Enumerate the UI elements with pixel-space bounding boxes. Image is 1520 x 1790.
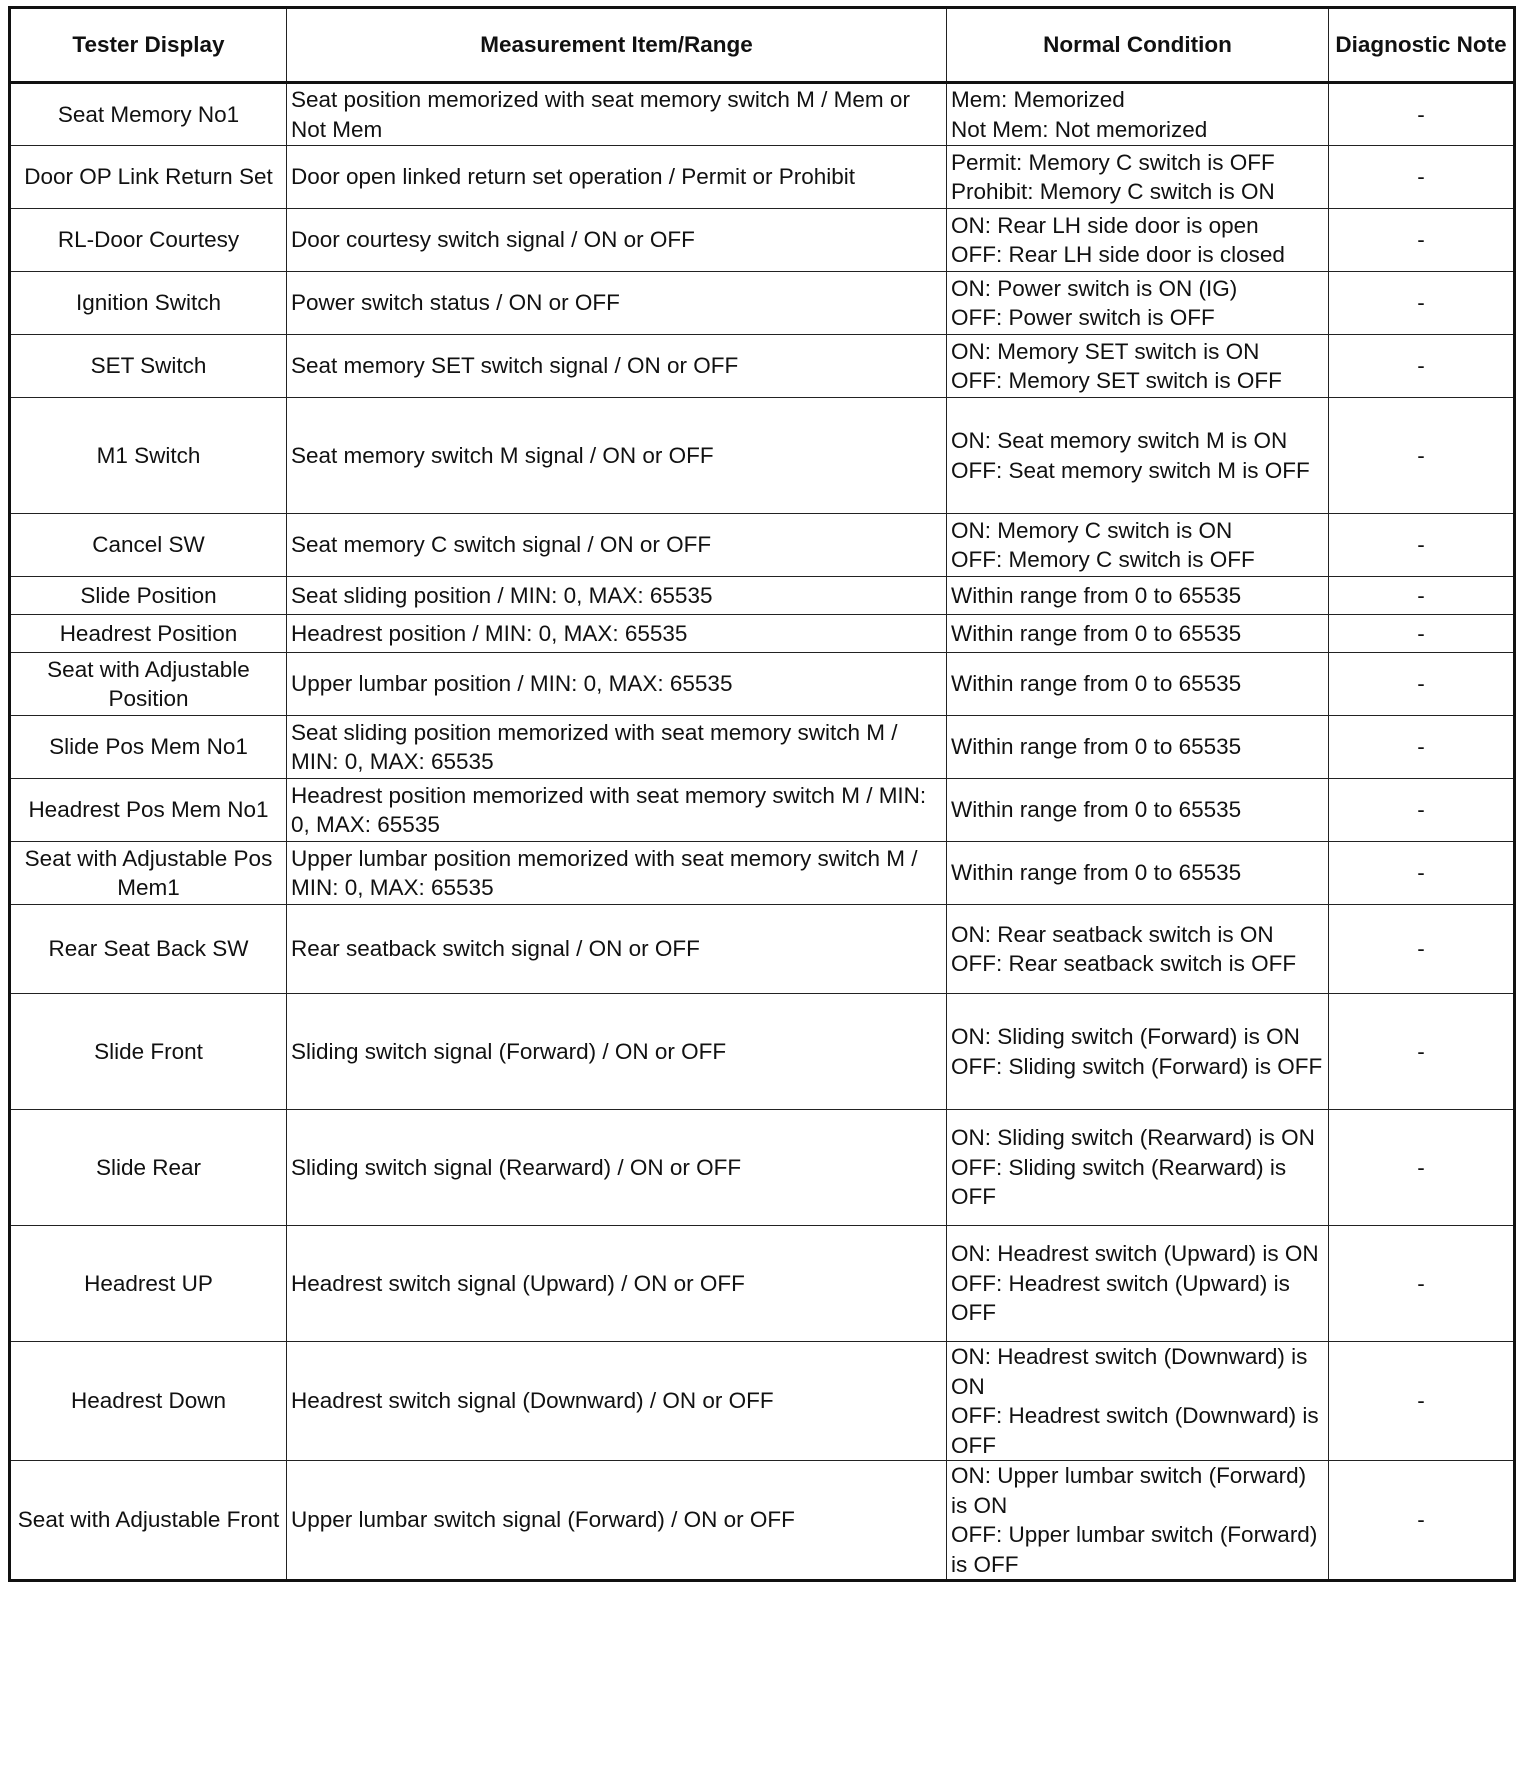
normal-condition-cell: Within range from 0 to 65535 (947, 779, 1329, 842)
data-list-sheet (8, 6, 1516, 1582)
tester-display-cell: Rear Seat Back SW (10, 905, 287, 994)
tester-display-cell: Slide Position (10, 577, 287, 615)
measurement-cell: Seat sliding position memorized with seat memory switch M / MIN: 0, MAX: 65535 (287, 716, 947, 779)
diagnostic-note-cell: - (1329, 653, 1515, 716)
table-row (10, 905, 1515, 994)
table-row (10, 615, 1515, 653)
table-row (10, 1461, 1515, 1581)
normal-condition-cell: Within range from 0 to 65535 (947, 716, 1329, 779)
diagnostic-note-cell: - (1329, 514, 1515, 577)
normal-condition-cell: ON: Memory C switch is ON OFF: Memory C switch is OFF (947, 514, 1329, 577)
tester-display-cell: RL-Door Courtesy (10, 209, 287, 272)
measurement-cell: Headrest position / MIN: 0, MAX: 65535 (287, 615, 947, 653)
tester-display-cell: Seat Memory No1 (10, 83, 287, 146)
header-diagnostic-note: Diagnostic Note (1329, 8, 1515, 83)
diagnostic-note-cell: - (1329, 779, 1515, 842)
measurement-cell: Upper lumbar switch signal (Forward) / ON or OFF (287, 1461, 947, 1581)
diagnostic-note-cell: - (1329, 335, 1515, 398)
header-tester-display: Tester Display (10, 8, 287, 83)
diagnostic-note-cell: - (1329, 1461, 1515, 1581)
table-body (10, 83, 1515, 1581)
measurement-cell: Upper lumbar position memorized with seat memory switch M / MIN: 0, MAX: 65535 (287, 842, 947, 905)
measurement-cell: Door courtesy switch signal / ON or OFF (287, 209, 947, 272)
tester-display-cell: Cancel SW (10, 514, 287, 577)
measurement-cell: Headrest position memorized with seat memory switch M / MIN: 0, MAX: 65535 (287, 779, 947, 842)
normal-condition-cell: Mem: Memorized Not Mem: Not memorized (947, 83, 1329, 146)
normal-condition-cell: ON: Upper lumbar switch (Forward) is ON OFF: Upper lumbar switch (Forward) is OFF (947, 1461, 1329, 1581)
measurement-cell: Seat memory switch M signal / ON or OFF (287, 398, 947, 514)
tester-display-cell: Door OP Link Return Set (10, 146, 287, 209)
diagnostic-note-cell: - (1329, 146, 1515, 209)
table-row (10, 335, 1515, 398)
header-measurement: Measurement Item/Range (287, 8, 947, 83)
measurement-cell: Headrest switch signal (Downward) / ON or OFF (287, 1342, 947, 1461)
table-row (10, 1226, 1515, 1342)
measurement-cell: Seat position memorized with seat memory switch M / Mem or Not Mem (287, 83, 947, 146)
table-row (10, 514, 1515, 577)
normal-condition-cell: Permit: Memory C switch is OFF Prohibit: Memory C switch is ON (947, 146, 1329, 209)
tester-display-cell: Seat with Adjustable Position (10, 653, 287, 716)
normal-condition-cell: ON: Sliding switch (Forward) is ON OFF: Sliding switch (Forward) is OFF (947, 994, 1329, 1110)
diagnostic-note-cell: - (1329, 716, 1515, 779)
tester-display-cell: Slide Pos Mem No1 (10, 716, 287, 779)
normal-condition-cell: Within range from 0 to 65535 (947, 577, 1329, 615)
table-row (10, 398, 1515, 514)
table-row (10, 272, 1515, 335)
tester-display-cell: Headrest Down (10, 1342, 287, 1461)
measurement-cell: Power switch status / ON or OFF (287, 272, 947, 335)
tester-display-cell: Slide Rear (10, 1110, 287, 1226)
table-row (10, 1342, 1515, 1461)
tester-display-cell: Headrest UP (10, 1226, 287, 1342)
normal-condition-cell: ON: Headrest switch (Upward) is ON OFF: Headrest switch (Upward) is OFF (947, 1226, 1329, 1342)
diagnostic-note-cell: - (1329, 398, 1515, 514)
diagnostic-note-cell: - (1329, 615, 1515, 653)
table-row (10, 779, 1515, 842)
normal-condition-cell: ON: Rear LH side door is open OFF: Rear LH side door is closed (947, 209, 1329, 272)
measurement-cell: Seat memory C switch signal / ON or OFF (287, 514, 947, 577)
table-row (10, 1110, 1515, 1226)
tester-display-cell: Headrest Position (10, 615, 287, 653)
normal-condition-cell: Within range from 0 to 65535 (947, 653, 1329, 716)
tester-display-cell: M1 Switch (10, 398, 287, 514)
table-row (10, 577, 1515, 615)
data-list-table (8, 6, 1516, 1582)
diagnostic-note-cell: - (1329, 994, 1515, 1110)
tester-display-cell: Headrest Pos Mem No1 (10, 779, 287, 842)
measurement-cell: Seat sliding position / MIN: 0, MAX: 65535 (287, 577, 947, 615)
measurement-cell: Headrest switch signal (Upward) / ON or OFF (287, 1226, 947, 1342)
table-row (10, 209, 1515, 272)
diagnostic-note-cell: - (1329, 905, 1515, 994)
diagnostic-note-cell: - (1329, 842, 1515, 905)
normal-condition-cell: Within range from 0 to 65535 (947, 615, 1329, 653)
measurement-cell: Door open linked return set operation / Permit or Prohibit (287, 146, 947, 209)
measurement-cell: Seat memory SET switch signal / ON or OFF (287, 335, 947, 398)
normal-condition-cell: ON: Power switch is ON (IG) OFF: Power switch is OFF (947, 272, 1329, 335)
diagnostic-note-cell: - (1329, 1342, 1515, 1461)
diagnostic-note-cell: - (1329, 209, 1515, 272)
measurement-cell: Upper lumbar position / MIN: 0, MAX: 65535 (287, 653, 947, 716)
tester-display-cell: Slide Front (10, 994, 287, 1110)
normal-condition-cell: ON: Sliding switch (Rearward) is ON OFF: Sliding switch (Rearward) is OFF (947, 1110, 1329, 1226)
diagnostic-note-cell: - (1329, 1110, 1515, 1226)
tester-display-cell: Seat with Adjustable Front (10, 1461, 287, 1581)
normal-condition-cell: Within range from 0 to 65535 (947, 842, 1329, 905)
normal-condition-cell: ON: Memory SET switch is ON OFF: Memory SET switch is OFF (947, 335, 1329, 398)
diagnostic-note-cell: - (1329, 83, 1515, 146)
table-row (10, 842, 1515, 905)
table-row (10, 146, 1515, 209)
tester-display-cell: SET Switch (10, 335, 287, 398)
table-row (10, 83, 1515, 146)
table-row (10, 653, 1515, 716)
measurement-cell: Rear seatback switch signal / ON or OFF (287, 905, 947, 994)
header-row (10, 8, 1515, 83)
diagnostic-note-cell: - (1329, 577, 1515, 615)
tester-display-cell: Seat with Adjustable Pos Mem1 (10, 842, 287, 905)
normal-condition-cell: ON: Headrest switch (Downward) is ON OFF: Headrest switch (Downward) is OFF (947, 1342, 1329, 1461)
measurement-cell: Sliding switch signal (Rearward) / ON or OFF (287, 1110, 947, 1226)
table-row (10, 716, 1515, 779)
diagnostic-note-cell: - (1329, 1226, 1515, 1342)
header-normal-condition: Normal Condition (947, 8, 1329, 83)
tester-display-cell: Ignition Switch (10, 272, 287, 335)
table-row (10, 994, 1515, 1110)
normal-condition-cell: ON: Seat memory switch M is ON OFF: Seat memory switch M is OFF (947, 398, 1329, 514)
normal-condition-cell: ON: Rear seatback switch is ON OFF: Rear seatback switch is OFF (947, 905, 1329, 994)
measurement-cell: Sliding switch signal (Forward) / ON or OFF (287, 994, 947, 1110)
diagnostic-note-cell: - (1329, 272, 1515, 335)
